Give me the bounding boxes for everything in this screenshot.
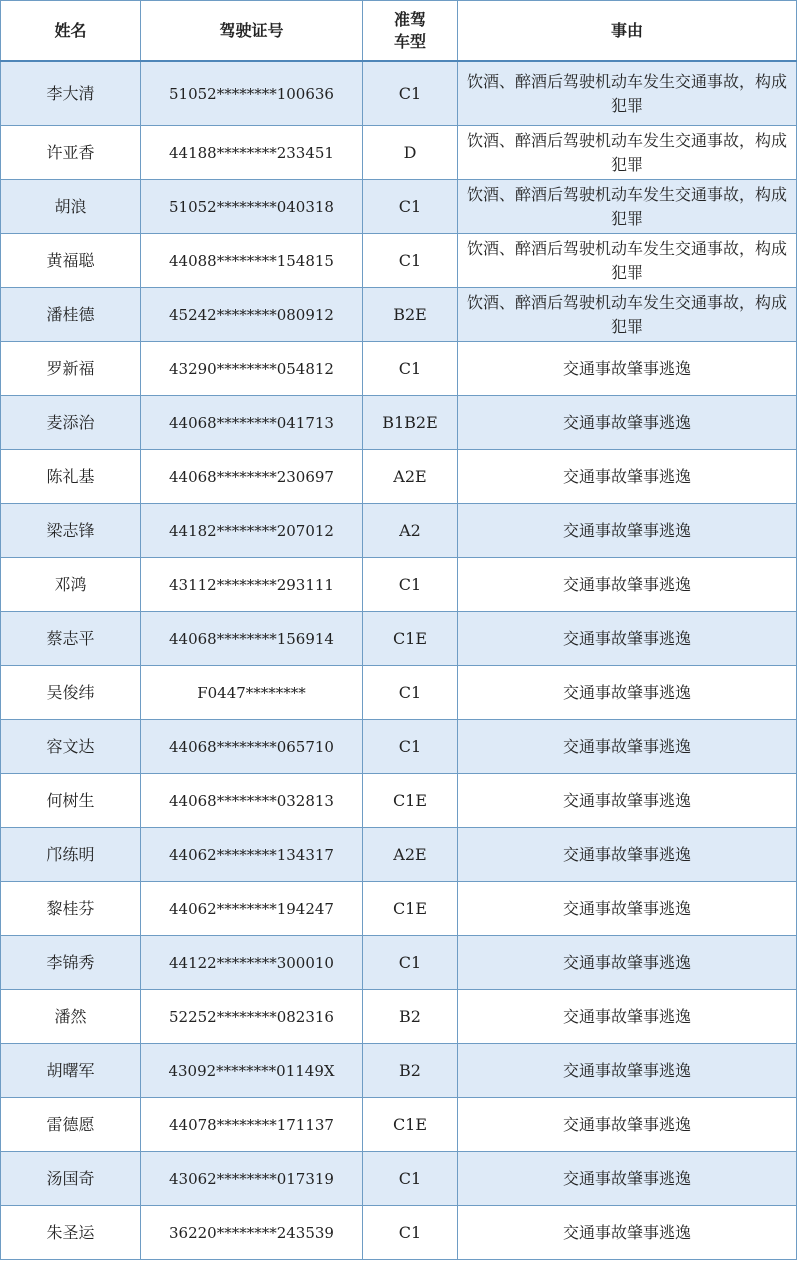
cell-name: 胡浪 xyxy=(1,180,141,234)
cell-name: 邓鸿 xyxy=(1,558,141,612)
cell-license: 44068********230697 xyxy=(141,450,363,504)
cell-vehicle-type: B2 xyxy=(363,1044,458,1098)
cell-license: 44068********065710 xyxy=(141,720,363,774)
cell-reason: 交通事故肇事逃逸 xyxy=(458,990,797,1044)
cell-name: 黎桂芬 xyxy=(1,882,141,936)
table-row xyxy=(1,774,797,828)
cell-license: 52252********082316 xyxy=(141,990,363,1044)
cell-reason: 饮酒、醉酒后驾驶机动车发生交通事故，构成犯罪 xyxy=(458,126,797,180)
table-row xyxy=(1,828,797,882)
cell-name: 潘桂德 xyxy=(1,288,141,342)
cell-vehicle-type: C1 xyxy=(363,558,458,612)
cell-name: 汤国奇 xyxy=(1,1152,141,1206)
table-row xyxy=(1,558,797,612)
cell-vehicle-type: C1 xyxy=(363,180,458,234)
cell-vehicle-type: A2E xyxy=(363,450,458,504)
cell-license: 44188********233451 xyxy=(141,126,363,180)
cell-reason: 交通事故肇事逃逸 xyxy=(458,666,797,720)
cell-vehicle-type: C1 xyxy=(363,1152,458,1206)
header-reason: 事由 xyxy=(458,1,797,62)
cell-reason: 交通事故肇事逃逸 xyxy=(458,504,797,558)
cell-name: 罗新福 xyxy=(1,342,141,396)
table-row xyxy=(1,1152,797,1206)
cell-name: 雷德愿 xyxy=(1,1098,141,1152)
cell-vehicle-type: C1 xyxy=(363,342,458,396)
table-row xyxy=(1,180,797,234)
cell-reason: 交通事故肇事逃逸 xyxy=(458,774,797,828)
cell-name: 蔡志平 xyxy=(1,612,141,666)
cell-reason: 交通事故肇事逃逸 xyxy=(458,1206,797,1260)
header-vehicle-type-line1: 准驾 xyxy=(393,9,426,29)
cell-license: 43112********293111 xyxy=(141,558,363,612)
cell-reason: 饮酒、醉酒后驾驶机动车发生交通事故，构成犯罪 xyxy=(458,288,797,342)
cell-vehicle-type: B1B2E xyxy=(363,396,458,450)
table-row xyxy=(1,450,797,504)
cell-license: 36220********243539 xyxy=(141,1206,363,1260)
cell-vehicle-type: C1 xyxy=(363,1206,458,1260)
table-row xyxy=(1,720,797,774)
cell-name: 容文达 xyxy=(1,720,141,774)
table-row xyxy=(1,612,797,666)
cell-reason: 交通事故肇事逃逸 xyxy=(458,612,797,666)
table-body xyxy=(1,61,797,1260)
cell-name: 梁志锋 xyxy=(1,504,141,558)
cell-reason: 交通事故肇事逃逸 xyxy=(458,1152,797,1206)
cell-name: 陈礼基 xyxy=(1,450,141,504)
table-row xyxy=(1,1206,797,1260)
cell-reason: 交通事故肇事逃逸 xyxy=(458,342,797,396)
cell-vehicle-type: A2E xyxy=(363,828,458,882)
cell-vehicle-type: C1 xyxy=(363,666,458,720)
cell-vehicle-type: C1 xyxy=(363,61,458,126)
table-row xyxy=(1,61,797,126)
cell-vehicle-type: C1 xyxy=(363,234,458,288)
cell-vehicle-type: C1E xyxy=(363,882,458,936)
table-row xyxy=(1,1098,797,1152)
cell-license: 44068********041713 xyxy=(141,396,363,450)
cell-reason: 交通事故肇事逃逸 xyxy=(458,828,797,882)
cell-license: 44088********154815 xyxy=(141,234,363,288)
table-row xyxy=(1,504,797,558)
header-row xyxy=(1,1,797,62)
table-row xyxy=(1,342,797,396)
cell-reason: 饮酒、醉酒后驾驶机动车发生交通事故，构成犯罪 xyxy=(458,234,797,288)
table-row xyxy=(1,234,797,288)
table-row xyxy=(1,882,797,936)
cell-license: 44068********156914 xyxy=(141,612,363,666)
table-row xyxy=(1,990,797,1044)
cell-license: 43092********01149X xyxy=(141,1044,363,1098)
cell-name: 许亚香 xyxy=(1,126,141,180)
cell-license: F0447******** xyxy=(141,666,363,720)
cell-reason: 交通事故肇事逃逸 xyxy=(458,1044,797,1098)
cell-license: 44122********300010 xyxy=(141,936,363,990)
cell-reason: 交通事故肇事逃逸 xyxy=(458,450,797,504)
cell-reason: 交通事故肇事逃逸 xyxy=(458,1098,797,1152)
cell-vehicle-type: C1E xyxy=(363,1098,458,1152)
cell-name: 李锦秀 xyxy=(1,936,141,990)
cell-vehicle-type: B2 xyxy=(363,990,458,1044)
table-row xyxy=(1,936,797,990)
cell-reason: 交通事故肇事逃逸 xyxy=(458,720,797,774)
header-name: 姓名 xyxy=(1,1,141,62)
cell-license: 51052********040318 xyxy=(141,180,363,234)
cell-name: 黄福聪 xyxy=(1,234,141,288)
table-row xyxy=(1,288,797,342)
cell-vehicle-type: C1E xyxy=(363,612,458,666)
cell-reason: 饮酒、醉酒后驾驶机动车发生交通事故，构成犯罪 xyxy=(458,61,797,126)
cell-vehicle-type: C1 xyxy=(363,936,458,990)
cell-license: 44078********171137 xyxy=(141,1098,363,1152)
table-row xyxy=(1,126,797,180)
header-license: 驾驶证号 xyxy=(141,1,363,62)
cell-name: 麦添治 xyxy=(1,396,141,450)
cell-name: 邝练明 xyxy=(1,828,141,882)
cell-vehicle-type: B2E xyxy=(363,288,458,342)
cell-name: 李大清 xyxy=(1,61,141,126)
cell-reason: 交通事故肇事逃逸 xyxy=(458,936,797,990)
header-vehicle-type xyxy=(363,1,458,62)
cell-reason: 饮酒、醉酒后驾驶机动车发生交通事故，构成犯罪 xyxy=(458,180,797,234)
cell-license: 44182********207012 xyxy=(141,504,363,558)
header-vehicle-type-line2: 车型 xyxy=(393,31,426,51)
cell-vehicle-type: C1E xyxy=(363,774,458,828)
cell-vehicle-type: D xyxy=(363,126,458,180)
cell-license: 44062********194247 xyxy=(141,882,363,936)
table-row xyxy=(1,396,797,450)
cell-reason: 交通事故肇事逃逸 xyxy=(458,882,797,936)
cell-license: 43062********017319 xyxy=(141,1152,363,1206)
cell-name: 胡曙军 xyxy=(1,1044,141,1098)
cell-name: 朱圣运 xyxy=(1,1206,141,1260)
cell-name: 吴俊纬 xyxy=(1,666,141,720)
cell-license: 44062********134317 xyxy=(141,828,363,882)
cell-name: 何树生 xyxy=(1,774,141,828)
table-row xyxy=(1,1044,797,1098)
cell-license: 44068********032813 xyxy=(141,774,363,828)
cell-reason: 交通事故肇事逃逸 xyxy=(458,558,797,612)
cell-vehicle-type: A2 xyxy=(363,504,458,558)
table-row xyxy=(1,666,797,720)
cell-vehicle-type: C1 xyxy=(363,720,458,774)
cell-name: 潘然 xyxy=(1,990,141,1044)
cell-license: 45242********080912 xyxy=(141,288,363,342)
cell-license: 51052********100636 xyxy=(141,61,363,126)
cell-license: 43290********054812 xyxy=(141,342,363,396)
cell-reason: 交通事故肇事逃逸 xyxy=(458,396,797,450)
